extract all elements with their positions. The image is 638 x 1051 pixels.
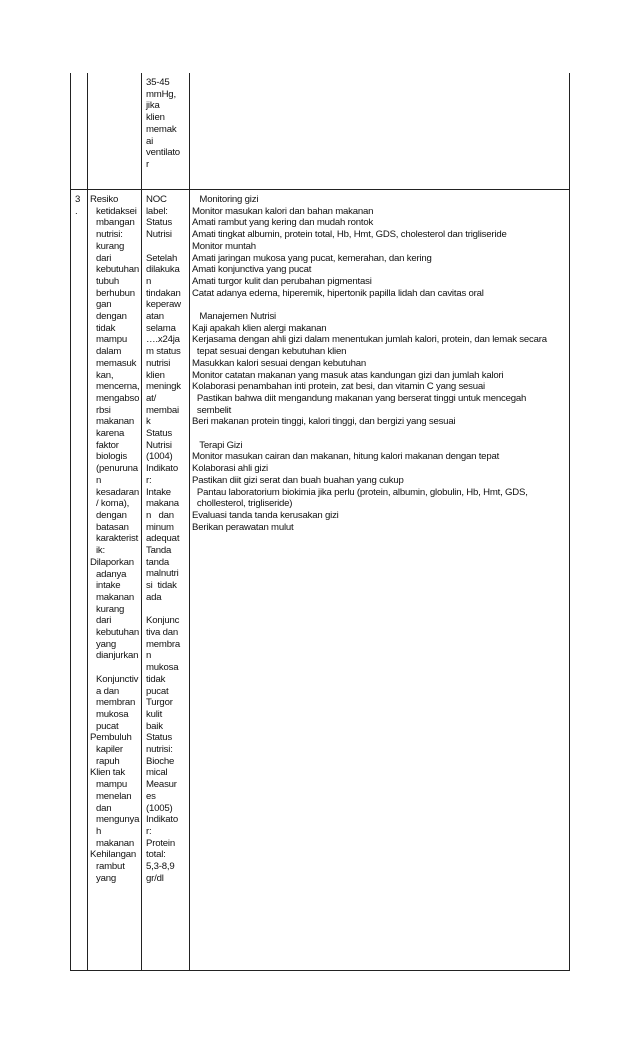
- table-border-bottom: [70, 970, 570, 971]
- text-line: nutrisi:: [146, 744, 173, 756]
- text-line: Status: [146, 428, 172, 440]
- text-line: Pantau laboratorium biokimia jika perlu (protein, albumin, globulin, Hb, Hmt, GDS,: [192, 486, 528, 498]
- text-line: (1005): [146, 802, 173, 814]
- text-line: n: [96, 474, 102, 486]
- text-line: menelan: [96, 790, 132, 802]
- text-line: Terapi Gizi: [192, 439, 243, 451]
- text-line: Monitor catatan makanan yang masuk atas kandungan gizi dan jumlah kalori: [192, 369, 504, 381]
- text-line: (1004): [146, 451, 173, 463]
- text-line: Konjunc: [146, 615, 180, 627]
- text-line: Kehilangan: [90, 849, 137, 861]
- text-line: atan: [146, 311, 164, 323]
- text-line: adanya: [96, 568, 127, 580]
- text-line: Protein: [146, 837, 175, 849]
- text-line: sembelit: [192, 404, 232, 416]
- text-line: NOC: [146, 194, 167, 205]
- text-line: mical: [146, 767, 168, 779]
- text-line: [146, 241, 189, 253]
- text-line: Kolaborasi ahli gizi: [192, 463, 268, 475]
- text-line: Nutrisi: [146, 439, 172, 451]
- noc-outcome-cell: [146, 194, 189, 884]
- text-line: Kolaborasi penambahan inti protein, zat besi, dan vitamin C yang sesuai: [192, 381, 485, 393]
- text-line: chollesterol, trigliseride): [192, 498, 293, 510]
- text-line: kulit: [146, 708, 163, 720]
- text-line: [192, 299, 570, 311]
- text-line: gr/dl: [146, 872, 164, 884]
- text-line: at/: [146, 392, 157, 404]
- text-line: kesadaran: [96, 486, 140, 498]
- text-line: Setelah: [146, 252, 178, 264]
- text-line: malnutri: [146, 568, 179, 580]
- text-line: Amati konjunctiva yang pucat: [192, 264, 312, 276]
- text-line: mbangan: [96, 217, 135, 229]
- text-line: faktor: [96, 439, 119, 451]
- text-line: dianjurkan: [96, 650, 139, 662]
- text-line: nutrisi: [146, 357, 171, 369]
- text-line: rambut: [96, 861, 125, 873]
- text-line: Dilaporkan: [90, 556, 134, 568]
- text-line: makanan: [96, 591, 135, 603]
- prev-row-outcome-cell: [146, 77, 186, 171]
- text-line: Monitoring gizi: [192, 194, 259, 205]
- text-line: label:: [146, 205, 168, 217]
- text-line: ketidaksei: [96, 205, 137, 217]
- text-line: selama: [146, 322, 176, 334]
- text-line: r: [146, 158, 149, 170]
- text-line: k: [146, 416, 151, 428]
- text-line: es: [146, 790, 156, 802]
- text-line: Amati tingkat albumin, protein total, Hb, Hmt, GDS, cholesterol dan trigliseride: [192, 229, 507, 241]
- text-line: Pastikan bahwa diit mengandung makanan yang berserat tinggi untuk mencegah: [192, 392, 527, 404]
- text-line: makanan: [96, 416, 135, 428]
- text-line: dalam: [96, 346, 122, 358]
- text-line: Konjunctiv: [96, 673, 139, 685]
- text-line: 35-45: [146, 77, 170, 88]
- text-line: Nutrisi: [146, 229, 172, 241]
- text-line: Status: [146, 217, 172, 229]
- text-line: mampu: [96, 779, 127, 791]
- text-line: ….x24ja: [146, 334, 180, 346]
- text-line: makanan: [96, 837, 135, 849]
- text-line: tubuh: [96, 275, 120, 287]
- text-line: Klien tak: [90, 767, 125, 779]
- row-number-cell: [75, 194, 80, 217]
- text-line: Kaji apakah klien alergi makanan: [192, 322, 327, 334]
- text-line: nutrisi:: [96, 229, 123, 241]
- text-line: tidak: [146, 673, 166, 685]
- text-line: [90, 662, 142, 674]
- text-line: dan: [96, 802, 112, 814]
- text-line: kurang: [96, 603, 125, 615]
- text-line: Indikato: [146, 814, 179, 826]
- text-line: minum: [146, 521, 174, 533]
- text-line: membran: [96, 697, 136, 709]
- text-line: baik: [146, 720, 163, 732]
- text-line: gan: [96, 299, 112, 311]
- text-line: meningk: [146, 381, 181, 393]
- text-line: tindakan: [146, 287, 181, 299]
- text-line: n: [146, 650, 152, 662]
- text-line: Turgor: [146, 697, 173, 709]
- text-line: r:: [146, 474, 152, 486]
- text-line: dari: [96, 252, 112, 264]
- text-line: mampu: [96, 334, 127, 346]
- text-line: tepat sesuai dengan kebutuhan klien: [192, 346, 347, 358]
- text-line: Catat adanya edema, hiperemik, hipertonik papilla lidah dan cavitas oral: [192, 287, 484, 299]
- text-line: ai: [146, 135, 154, 147]
- text-line: ik:: [96, 545, 105, 557]
- text-line: tanda: [146, 556, 170, 568]
- text-line: ventilato: [146, 147, 180, 159]
- text-line: m status: [146, 346, 181, 358]
- text-line: batasan: [96, 521, 129, 533]
- diagnosis-cell: [90, 194, 142, 884]
- text-line: intake: [96, 580, 121, 592]
- text-line: Status: [146, 732, 172, 744]
- text-line: karakterist: [96, 533, 139, 545]
- text-line: Indikato: [146, 463, 179, 475]
- text-line: karena: [96, 428, 125, 440]
- text-line: Manajemen Nutrisi: [192, 311, 276, 323]
- text-line: n dan: [146, 509, 174, 521]
- text-line: Intake: [146, 486, 171, 498]
- text-line: si tidak: [146, 580, 177, 592]
- text-line: Tanda: [146, 545, 172, 557]
- text-line: Berikan perawatan mulut: [192, 521, 294, 533]
- text-line: h: [96, 825, 102, 837]
- text-line: ada: [146, 591, 162, 603]
- text-line: keperaw: [146, 299, 181, 311]
- text-line: Kerjasama dengan ahli gizi dalam menentukan jumlah kalori, protein, dan lemak secara: [192, 334, 547, 346]
- text-line: Pembuluh: [90, 732, 132, 744]
- text-line: tiva dan: [146, 626, 179, 638]
- text-line: pucat: [146, 685, 169, 697]
- text-line: dilakuka: [146, 264, 180, 276]
- text-line: berhubun: [96, 287, 135, 299]
- text-line: Pastikan diit gizi serat dan buah buahan yang cukup: [192, 474, 404, 486]
- text-line: pucat: [96, 720, 119, 732]
- text-line: / koma),: [96, 498, 130, 510]
- text-line: dengan: [96, 509, 127, 521]
- text-line: yang: [96, 872, 117, 884]
- text-line: 5,3-8,9: [146, 861, 175, 873]
- text-line: r:: [146, 825, 152, 837]
- text-line: Monitor masukan cairan dan makanan, hitung kalori makanan dengan tepat: [192, 451, 500, 463]
- text-line: kapiler: [96, 744, 123, 756]
- table-border-left: [70, 73, 71, 971]
- text-line: Monitor muntah: [192, 240, 256, 252]
- text-line: Monitor masukan kalori dan bahan makanan: [192, 205, 374, 217]
- text-line: kebutuhan: [96, 627, 140, 639]
- text-line: jika: [146, 100, 160, 112]
- text-line: Amati turgor kulit dan perubahan pigmentasi: [192, 275, 372, 287]
- text-line: mukosa: [146, 662, 179, 674]
- text-line: Measur: [146, 779, 177, 791]
- text-line: dari: [96, 615, 112, 627]
- text-line: total:: [146, 849, 166, 861]
- text-line: Evaluasi tanda tanda kerusakan gizi: [192, 509, 339, 521]
- text-line: mmHg,: [146, 88, 176, 100]
- text-line: a dan: [96, 685, 120, 697]
- text-line: biologis: [96, 451, 127, 463]
- text-line: yang: [96, 638, 117, 650]
- text-line: mengabso: [96, 392, 140, 404]
- intervention-cell: [192, 194, 570, 533]
- text-line: [192, 428, 570, 440]
- column-divider-3: [189, 73, 190, 971]
- text-line: n: [146, 275, 152, 287]
- text-line: [146, 604, 189, 616]
- text-line: Bioche: [146, 755, 175, 767]
- text-line: mukosa: [96, 708, 129, 720]
- text-line: makana: [146, 498, 179, 510]
- text-line: kebutuhan: [96, 264, 140, 276]
- row-number: 3: [75, 194, 81, 205]
- row-divider: [70, 189, 570, 190]
- text-line: rapuh: [96, 755, 120, 767]
- text-line: tidak: [96, 322, 116, 334]
- text-line: kan,: [96, 369, 114, 381]
- text-line: mengunya: [96, 814, 140, 826]
- text-line: Masukkan kalori sesuai dengan kebutuhan: [192, 357, 367, 369]
- text-line: adequat: [146, 533, 180, 545]
- text-line: memak: [146, 123, 177, 135]
- text-line: memasuk: [96, 357, 137, 369]
- text-line: Beri makanan protein tinggi, kalori tinggi, dan bergizi yang sesuai: [192, 416, 456, 428]
- text-line: membra: [146, 638, 180, 650]
- text-line: membai: [146, 404, 179, 416]
- text-line: (penuruna: [96, 463, 138, 475]
- text-line: kurang: [96, 240, 125, 252]
- row-number-dot: .: [75, 205, 78, 217]
- text-line: Amati rambut yang kering dan mudah rontok: [192, 217, 374, 229]
- text-line: mencerna,: [96, 381, 140, 393]
- text-line: klien: [146, 369, 165, 381]
- column-divider-1: [87, 73, 88, 971]
- text-line: Amati jaringan mukosa yang pucat, kemerahan, dan kering: [192, 252, 432, 264]
- text-line: klien: [146, 112, 165, 124]
- text-line: dengan: [96, 311, 127, 323]
- text-line: Resiko: [90, 194, 119, 205]
- text-line: rbsi: [96, 404, 111, 416]
